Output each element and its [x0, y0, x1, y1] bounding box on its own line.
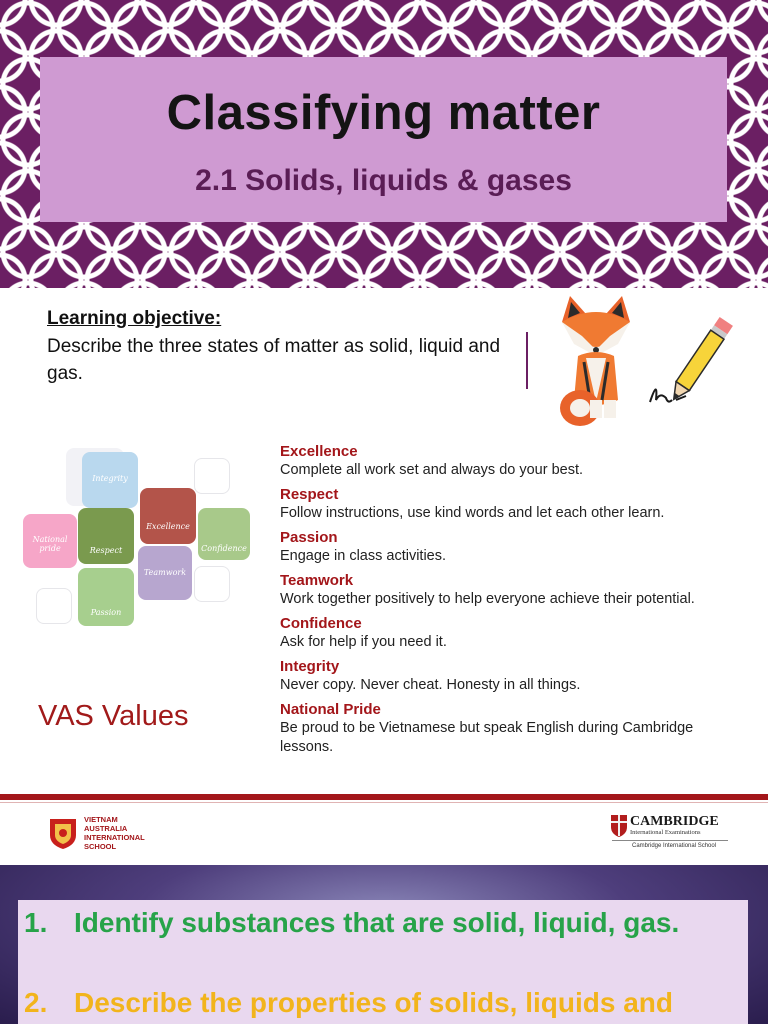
excellence-tile: Excellence [140, 488, 196, 544]
confidence-tile: Confidence [198, 508, 250, 560]
list-item: Confidence Ask for help if you need it. [280, 615, 447, 650]
vas-values-title: VAS Values [38, 700, 189, 732]
objectives-box: 1. Identify substances that are solid, liquid, gas. 2. Describe the properties of solids, liquids and [18, 900, 748, 1024]
page-title: Classifying matter [166, 86, 601, 140]
values-list [280, 442, 750, 762]
values-slide [0, 430, 768, 865]
cambridge-shield-icon [610, 814, 628, 838]
list-item: Integrity Never copy. Never cheat. Honesty in all things. [280, 658, 581, 693]
list-item: Excellence Complete all work set and always do your best. [280, 443, 584, 478]
teamwork-tile: Teamwork [138, 546, 192, 600]
list-item: Teamwork Work together positively to help everyone achieve their potential. [280, 572, 695, 607]
footer-divider [0, 794, 768, 800]
values-collage [18, 448, 258, 638]
divider [526, 332, 528, 389]
title-slide [0, 0, 768, 288]
list-item: Respect Follow instructions, use kind words and let each other learn. [280, 486, 665, 521]
integrity-tile: Integrity [82, 452, 138, 508]
crest-icon [46, 815, 80, 851]
respect-tile: Respect [78, 508, 134, 564]
objectives-slide [0, 865, 768, 1024]
cambridge-logo: CAMBRIDGE International Examinations Cambridge International School [610, 814, 730, 854]
fox-icon [556, 292, 636, 428]
national-pride-tile: National pride [23, 514, 77, 568]
list-item: Passion Engage in class activities. [280, 529, 447, 564]
objective-slide [0, 288, 768, 430]
page-subtitle: 2.1 Solids, liquids & gases [195, 164, 572, 197]
list-item: National Pride Be proud to be Vietnamese but speak English during Cambridge lessons. [280, 701, 694, 755]
title-box [40, 57, 727, 222]
objective-text: Describe the three states of matter as solid, liquid and gas. [47, 336, 501, 384]
objective-heading: Learning objective: [47, 308, 222, 329]
school-logo: VIETNAM AUSTRALIA INTERNATIONAL SCHOOL [46, 815, 216, 855]
passion-tile: Passion [78, 568, 134, 626]
pencil-icon [640, 308, 750, 420]
